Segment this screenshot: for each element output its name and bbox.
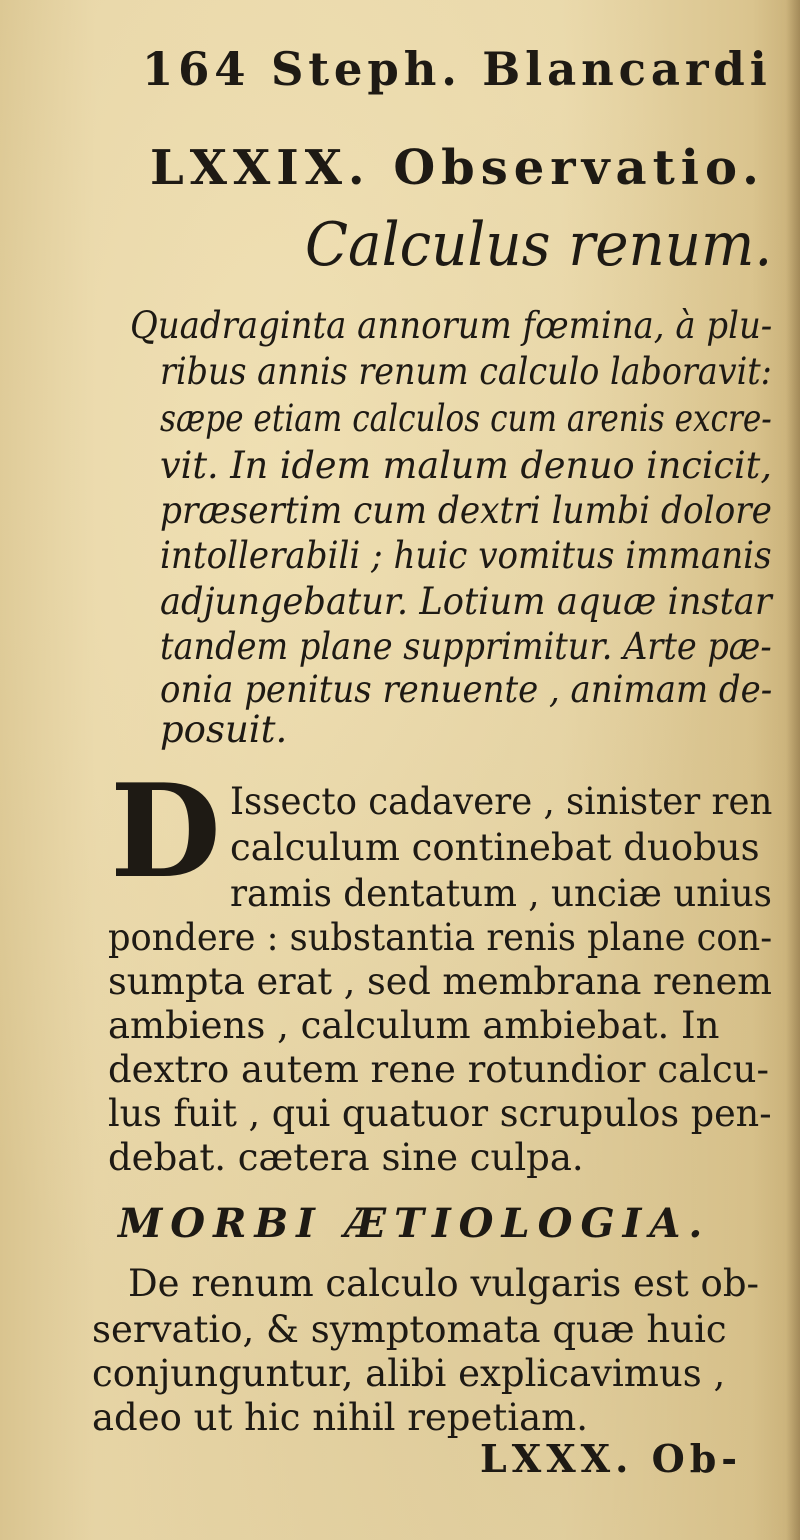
summary-line: præsertim cum dextri lumbi dolore [160, 489, 772, 532]
observation-title: Calculus renum. [305, 210, 773, 280]
summary-line: sæpe etiam calculos cum arenis excre- [160, 397, 772, 440]
body-line: ambiens , calculum ambiebat. In [108, 1004, 720, 1047]
body-line: lus fuit , qui quatuor scrupulos pen- [108, 1092, 772, 1135]
summary-line: ribus annis renum calculo laboravit: [160, 350, 772, 393]
summary-line: onia penitus renuente , animam de- [160, 668, 773, 711]
summary-line: tandem plane supprimitur. Arte pæ- [160, 625, 772, 668]
body-line: ramis dentatum , unciæ unius [230, 872, 772, 915]
summary-line: adjungebatur. Lotium aquæ instar [160, 580, 772, 623]
observation-heading: LXXIX. Observatio. [150, 140, 765, 196]
summary-line: Quadraginta annorum fœmina, à plu- [130, 304, 773, 347]
body-line: De renum calculo vulgaris est ob- [128, 1262, 760, 1305]
body-line: servatio, & symptomata quæ huic [92, 1308, 727, 1351]
body-line: dextro autem rene rotundior calcu- [108, 1048, 770, 1091]
body-line: adeo ut hic nihil repetiam. [92, 1396, 588, 1439]
drop-cap: D [110, 757, 221, 907]
body-line: debat. cætera sine culpa. [108, 1136, 584, 1179]
summary-line: posuit. [160, 708, 288, 751]
aetiology-heading: MORBI ÆTIOLOGIA. [118, 1200, 711, 1247]
body-line: sumpta erat , sed membrana renem [108, 960, 772, 1003]
body-line: calculum continebat duobus [230, 826, 760, 869]
running-head: 164 Steph. Blancardi [142, 42, 772, 96]
body-line: pondere : substantia renis plane con- [108, 916, 773, 959]
summary-line: vit. In idem malum denuo incicit, [160, 444, 772, 487]
page-gutter-shadow [786, 0, 800, 1540]
summary-line: intollerabili ; huic vomitus immanis [160, 534, 772, 577]
catchword: LXXX. Ob- [480, 1436, 743, 1481]
body-line: Issecto cadavere , sinister ren [230, 780, 773, 823]
body-line: conjunguntur, alibi explicavimus , [92, 1352, 726, 1395]
